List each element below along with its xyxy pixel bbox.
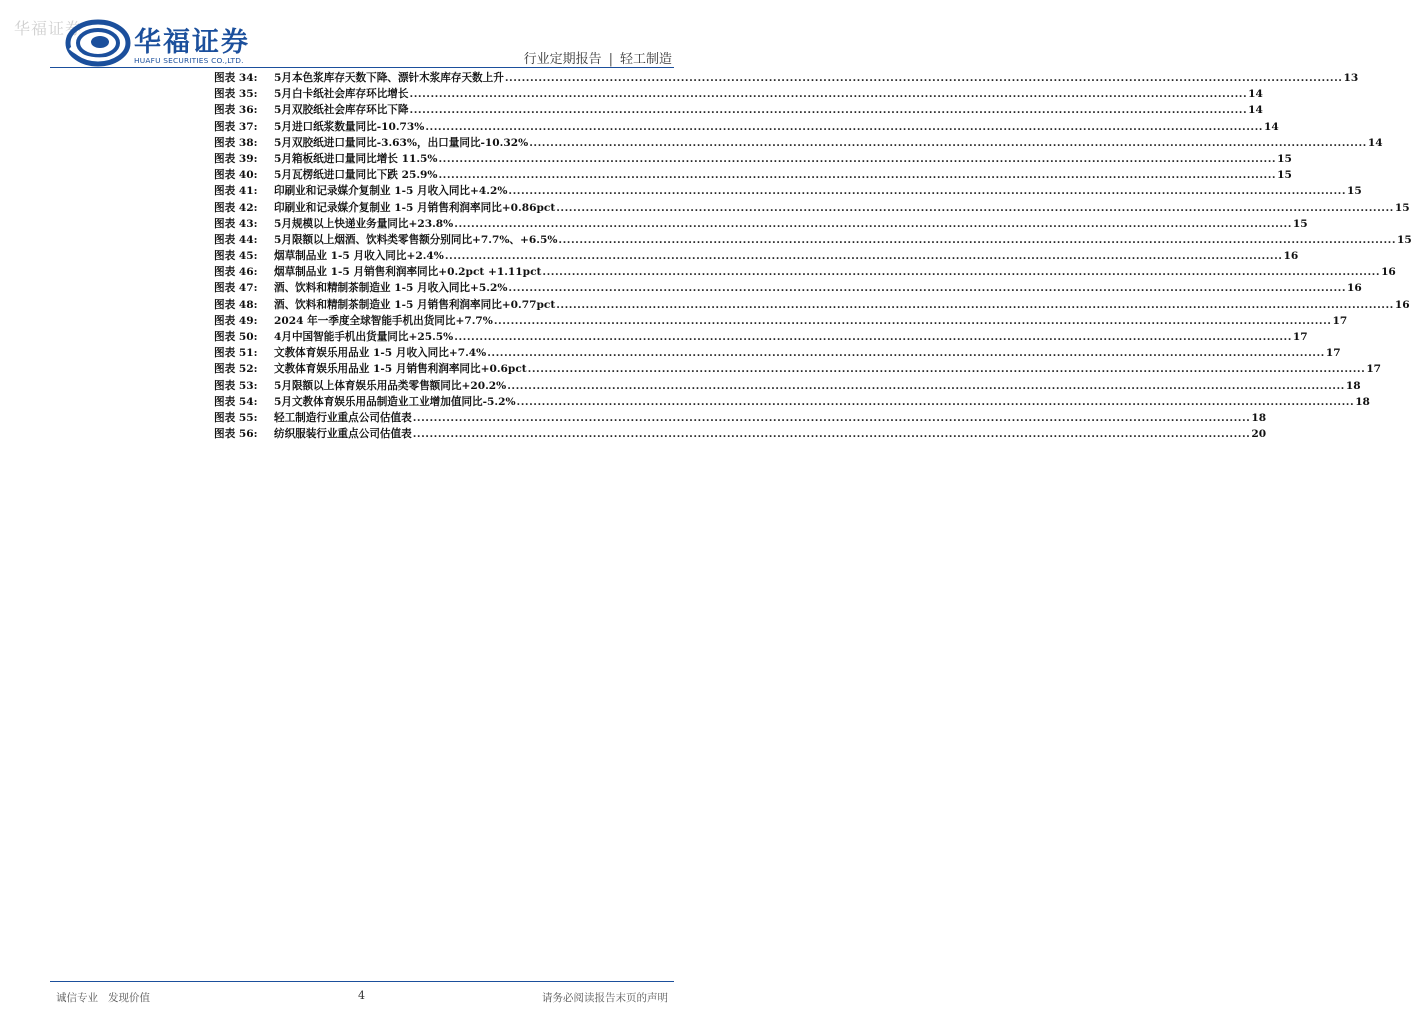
toc-entry-label: 图表 51: (214, 347, 258, 360)
toc-entry-title: 5月限额以上烟酒、饮料类零售额分别同比+7.7%、+6.5% (274, 233, 558, 246)
logo-swirl-icon (66, 18, 130, 68)
toc-entry[interactable] (214, 297, 1410, 313)
toc-entry[interactable] (214, 232, 1412, 248)
toc-leader-dots: ........................................................................................................................................................................................................ (493, 314, 1332, 327)
toc-leader-dots: ........................................................................................................................................................................................................ (454, 331, 1292, 343)
toc-entry-page: 15 (1277, 152, 1292, 165)
watermark: 华福证券 (14, 19, 83, 38)
toc-entry[interactable] (214, 248, 1299, 264)
toc-entry[interactable] (214, 313, 1348, 329)
toc-entry[interactable] (214, 264, 1396, 280)
toc-entry-page: 20 (1251, 428, 1267, 441)
toc-entry[interactable] (214, 183, 1362, 199)
toc-entry[interactable] (214, 119, 1279, 135)
footer-slogan-2: 发现价值 (108, 992, 150, 1004)
toc-entry-label: 图表 39: (214, 152, 258, 165)
toc-entry[interactable] (214, 135, 1383, 151)
toc-entry-title: 文教体育娱乐用品业 1-5 月销售利润率同比+0.6pct (274, 363, 527, 376)
toc-entry[interactable] (214, 200, 1410, 216)
toc-entry-label: 图表 52: (214, 363, 258, 376)
toc-entry-title: 5月进口纸浆数量同比-10.73% (274, 120, 425, 133)
toc-entry[interactable] (214, 410, 1267, 426)
toc-leader-dots: ........................................................................................................................................................................................................ (527, 363, 1366, 376)
toc-entry-title: 2024 年一季度全球智能手机出货同比+7.7% (274, 314, 493, 327)
toc-entry-page: 18 (1345, 379, 1361, 392)
toc-entry-label: 图表 55: (214, 411, 258, 424)
toc-entry-page: 17 (1292, 331, 1308, 343)
toc-leader-dots: ........................................................................................................................................................................................................ (558, 233, 1397, 246)
toc-entry[interactable] (214, 426, 1267, 442)
toc-entry[interactable] (214, 345, 1341, 361)
toc-entry-title: 烟草制品业 1-5 月收入同比+2.4% (274, 250, 444, 263)
toc-entry-page: 17 (1366, 363, 1382, 376)
toc-entry-page: 15 (1347, 185, 1362, 198)
toc-leader-dots: ........................................................................................................................................................................................................ (438, 152, 1277, 165)
toc-entry-label: 图表 56: (214, 428, 258, 441)
footer-slogan-1: 诚信专业 (56, 992, 98, 1004)
toc-entry-title: 5月双胶纸进口量同比-3.63%，出口量同比-10.32% (274, 136, 529, 149)
toc-entry-label: 图表 48: (214, 298, 258, 311)
toc-entry-page: 18 (1355, 395, 1370, 408)
toc-leader-dots: ........................................................................................................................................................................................................ (516, 395, 1355, 408)
toc-entry-page: 15 (1397, 233, 1412, 246)
toc-entry-title: 5月双胶纸社会库存环比下降 (274, 104, 409, 117)
toc-entry-label: 图表 37: (214, 120, 258, 133)
toc-entry-label: 图表 44: (214, 233, 258, 246)
toc-entry-title: 5月限额以上体育娱乐用品类零售额同比+20.2% (274, 379, 507, 392)
header-rule (50, 67, 674, 68)
toc-entry-label: 图表 46: (214, 266, 258, 279)
toc-leader-dots: ........................................................................................................................................................................................................ (542, 266, 1381, 279)
toc-entry-title: 印刷业和记录媒介复制业 1-5 月收入同比+4.2% (274, 185, 508, 198)
logo-name-en: HUAFU SECURITIES CO.,LTD. (134, 56, 244, 65)
toc-entry-page: 14 (1248, 104, 1263, 117)
toc-leader-dots: ........................................................................................................................................................................................................ (454, 217, 1292, 230)
toc-entry-title: 5月箱板纸进口量同比增长 11.5% (274, 152, 438, 165)
toc-entry-title: 印刷业和记录媒介复制业 1-5 月销售利润率同比+0.86pct (274, 201, 556, 214)
toc-leader-dots: ........................................................................................................................................................................................................ (412, 428, 1251, 441)
toc-entry-label: 图表 35: (214, 88, 258, 101)
report-header (524, 48, 672, 67)
toc-entry-title: 4月中国智能手机出货量同比+25.5% (274, 331, 454, 343)
toc-leader-dots: ........................................................................................................................................................................................................ (444, 250, 1283, 263)
toc-leader-dots: ........................................................................................................................................................................................................ (508, 282, 1347, 295)
report-sector: 轻工制造 (619, 52, 672, 67)
logo-name-cn: 华福证券 (134, 27, 250, 58)
toc-entry[interactable] (214, 86, 1263, 102)
toc-entry-page: 14 (1248, 88, 1263, 101)
toc-entry-label: 图表 54: (214, 395, 258, 408)
toc-entry-label: 图表 41: (214, 185, 258, 198)
toc-entry-title: 5月规模以上快递业务量同比+23.8% (274, 217, 454, 230)
toc-leader-dots: ........................................................................................................................................................................................................ (504, 72, 1343, 84)
toc-leader-dots: ........................................................................................................................................................................................................ (412, 411, 1251, 424)
toc-leader-dots: ........................................................................................................................................................................................................ (409, 104, 1248, 117)
toc-leader-dots: ........................................................................................................................................................................................................ (508, 185, 1347, 198)
toc-entry-label: 图表 36: (214, 104, 258, 117)
toc-entry-page: 15 (1277, 169, 1292, 182)
toc-entry-page: 15 (1394, 201, 1410, 214)
toc-entry-title: 酒、饮料和精制茶制造业 1-5 月销售利润率同比+0.77pct (274, 298, 556, 311)
toc-leader-dots: ........................................................................................................................................................................................................ (529, 136, 1367, 149)
footer-rule (50, 981, 674, 982)
toc-entry-label: 图表 42: (214, 201, 258, 214)
chart-index-list (214, 70, 1412, 442)
toc-entry-label: 图表 53: (214, 379, 258, 392)
toc-entry-title: 5月文教体育娱乐用品制造业工业增加值同比-5.2% (274, 395, 516, 408)
toc-entry-title: 5月本色浆库存天数下降、漂针木浆库存天数上升 (274, 72, 504, 84)
toc-entry-page: 16 (1347, 282, 1362, 295)
toc-leader-dots: ........................................................................................................................................................................................................ (556, 298, 1394, 311)
toc-entry-page: 16 (1394, 298, 1410, 311)
toc-entry-page: 16 (1381, 266, 1396, 279)
toc-leader-dots: ........................................................................................................................................................................................................ (507, 379, 1345, 392)
toc-entry-label: 图表 49: (214, 314, 258, 327)
toc-entry[interactable] (214, 378, 1361, 394)
toc-entry-label: 图表 43: (214, 217, 258, 230)
toc-entry-label: 图表 47: (214, 282, 258, 295)
toc-entry[interactable] (214, 394, 1370, 410)
toc-entry-page: 16 (1283, 250, 1299, 263)
toc-entry-label: 图表 38: (214, 136, 258, 149)
toc-entry-label: 图表 50: (214, 331, 258, 343)
toc-entry-title: 轻工制造行业重点公司估值表 (274, 411, 412, 424)
toc-leader-dots: ........................................................................................................................................................................................................ (487, 347, 1325, 360)
toc-entry[interactable] (214, 216, 1308, 232)
header-separator: | (608, 52, 613, 67)
toc-entry-title: 纺织服装行业重点公司估值表 (274, 428, 412, 441)
company-logo (66, 18, 276, 68)
toc-entry[interactable] (214, 151, 1292, 167)
toc-entry-page: 13 (1343, 72, 1359, 84)
toc-entry-page: 17 (1325, 347, 1341, 360)
toc-entry-label: 图表 45: (214, 250, 258, 263)
toc-entry[interactable] (214, 102, 1263, 118)
toc-entry-page: 15 (1292, 217, 1308, 230)
footer-slogan (56, 990, 150, 1005)
page-number: 4 (358, 989, 365, 1002)
toc-entry-title: 5月白卡纸社会库存环比增长 (274, 88, 409, 101)
toc-leader-dots: ........................................................................................................................................................................................................ (409, 88, 1248, 101)
toc-entry[interactable] (214, 361, 1382, 377)
report-type: 行业定期报告 (523, 52, 602, 67)
toc-entry-page: 18 (1251, 411, 1267, 424)
toc-entry-title: 烟草制品业 1-5 月销售利润率同比+0.2pct +1.11pct (274, 266, 542, 279)
footer-disclaimer: 请务必阅读报告末页的声明 (542, 992, 668, 1004)
toc-entry[interactable] (214, 329, 1308, 345)
toc-entry[interactable] (214, 70, 1359, 86)
toc-entry[interactable] (214, 280, 1362, 296)
toc-leader-dots: ........................................................................................................................................................................................................ (556, 201, 1394, 214)
toc-entry-title: 酒、饮料和精制茶制造业 1-5 月收入同比+5.2% (274, 282, 508, 295)
toc-entry[interactable] (214, 167, 1292, 183)
toc-entry-title: 5月瓦楞纸进口量同比下跌 25.9% (274, 169, 438, 182)
toc-entry-page: 14 (1264, 120, 1279, 133)
toc-entry-page: 14 (1367, 136, 1383, 149)
toc-leader-dots: ........................................................................................................................................................................................................ (438, 169, 1277, 182)
toc-entry-page: 17 (1332, 314, 1348, 327)
toc-entry-label: 图表 34: (214, 72, 258, 84)
toc-leader-dots: ........................................................................................................................................................................................................ (425, 120, 1263, 133)
toc-entry-title: 文教体育娱乐用品业 1-5 月收入同比+7.4% (274, 347, 487, 360)
toc-entry-label: 图表 40: (214, 169, 258, 182)
